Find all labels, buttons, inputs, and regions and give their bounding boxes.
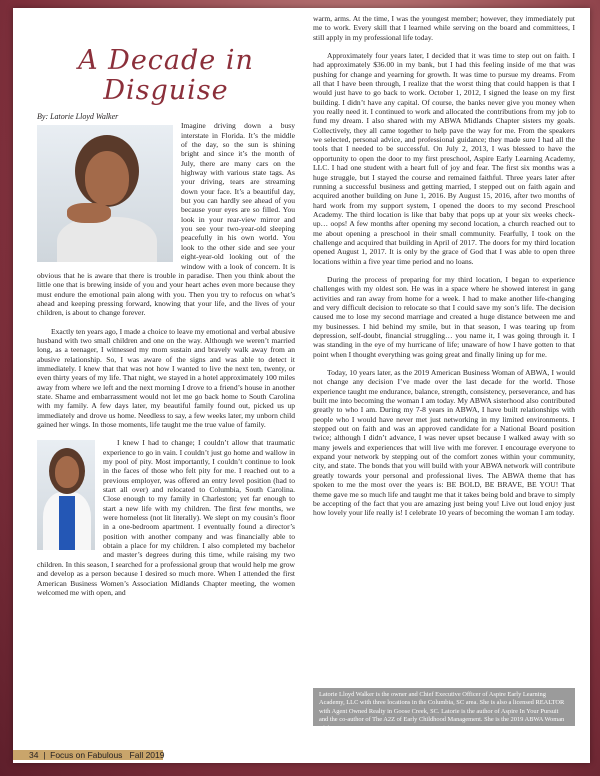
portrait-photo-bottom <box>37 440 95 550</box>
page-number: 34 <box>29 750 39 760</box>
face-shape <box>85 151 129 205</box>
paragraph-3: I knew I had to change; I couldn’t allow that traumatic experience to go in vain. I couldn’t just go home and wallow in my pool of pity. Most importantly, I couldn’t continue to look in the faces of those who felt pity for me. I reached out to a previous employer, was offered an entry level position (had to start all over) and relocated to Columbia, South Carolina. Close enough to my family in Charleston; yet far enough to start a new life with my children. The first few months, we were homeless (not lit literally). We slept on my cousin’s floor in a one-bedroom apartment. I eventually found a director’s position with another company and was financially able to obtain a place for my children. I also completed my bachelor and master’s degrees during this time, while raising my two children. In this season, I searched for a professional group that would help me grow and develop as a person because I desired so much more. When I attended the first American Business Women’s Association Midlands Chapter meeting, the women welcomed me with open, and <box>37 438 295 597</box>
page-footer <box>13 748 590 763</box>
paragraph-7: Today, 10 years later, as the 2019 American Business Woman of ABWA, I would not change any decision I’ve made over the last decade for the world. Those experience taught me endurance, balance, strength, consistency, perseverance, and has built me into becoming the woman I am today. My ABWA sisterhood also contributed greatly to who I am. During my 7-8 years in ABWA, I have built relationships with people who I would have never met just networking in my limited environments. I stepped out on faith and was an approved candidate for a National Board position twice; although I didn’t advance, I was never upset because I walked away with so many jewels and experiences that will live with me forever. I encourage everyone to expand your network by stepping out of the comfort zones within your community, city, and state. The bonds that you will build with your ABWA network will contribute greatly towards your personal and professional lives. The ABWA theme that has spoken to me the most over the years is: BE BOLD, BE BRAVE, BE YOU! That theme gave me so much life and taught me that it takes being bold and brave to simply be accepting of the fact that you are amazing just being you! Live out loud enjoy just how lovely your life really is! I celebrate 10 years of becoming the woman I am today. <box>313 368 575 518</box>
magazine-page <box>13 8 590 763</box>
footer-text: 34 | Focus on Fabulous Fall 2019 <box>29 750 165 760</box>
byline: By: Latorie Lloyd Walker <box>37 112 119 121</box>
right-column <box>313 14 575 527</box>
hand-shape <box>67 203 111 223</box>
paragraph-1: Imagine driving down a busy interstate in Florida. It’s the middle of the day, so the sun is shining bright and since it’s the month of July, there are many cars on the highway with various state tags. As your driving, tears are streaming down your face. It’s a beautiful day, but you can hardly see ahead of you because your eyes are so filled. You look in your rear-view mirror and you see your two-year-old sleeping peacefully in his own world. You look to the other side and see your eight-year-old looking out of the window with a look of concern. It is obvious that he is aware that there is trouble in paradise. Then you think about the little one that is brewing inside of you and your heart aches even more because they must endure the emotional pain along with you. Then you try to refocus on what’s ahead and keeping pressing forward, knowing that your life, and the lives of your children, is about to change forever. <box>37 121 295 318</box>
paragraph-4: warm, arms. At the time, I was the youngest member; however, they immediately put me to work. Every skill that I learned while serving on the board and committees, I still apply in my professional life today. <box>313 14 575 42</box>
blouse-shape <box>57 217 157 262</box>
issue-label: Fall 2019 <box>129 750 165 760</box>
magazine-name: Focus on Fabulous <box>50 750 123 760</box>
portrait-photo-top <box>37 125 173 262</box>
face-shape-2 <box>55 456 79 488</box>
article-title <box>37 46 295 106</box>
paragraph-6: During the process of preparing for my third location, I began to experience challenges with my oldest son. He was in a space where he showed interest in gang activities and ran away from home for a week. I had to make another life-changing and very difficult decision to relocate so that I could save my son’s life. The decision caused me to lose my second marriage and created a huge distance between me and my businesses. I hid behind my smile, but in that season, I was tearing up from depression, self-doubt, financial struggling… you name it, I was going through it. I was standing in the eye of my hurricane of life; unaware of how I have gotten to that point when I thought everything was going great and finally lining up for me. <box>313 274 575 359</box>
title-line-1: A Decade in <box>78 45 254 76</box>
paragraph-5: Approximately four years later, I decided that it was time to step out on faith. I had approximately $36.00 in my bank, but I had this feeling inside of me that was pushing for change and yearning for growth. It was time to pursue my dreams. From all that I have been through, I realize that the worst thing that could happen is that I would just have to go back to work. October 1, 2012, I signed the lease on my first building. I didn’t have any capital. Of course, the banks never give you money when you really need it. I continued to work and allocated the contributions from my job to fund my dream. I also shared with my ABWA Midlands Chapter sisters my goals. Collectively, they all came together to help pave the way for me. From the speakers we selected, personal advice, and professional guidance; they made sure I had all the tools that I needed to be successful. On July 2, 2013, I was blessed to have the opportunity to open the door to my first preschool, Aspire Early Learning Academy, LLC. I had one student with a heart full of joy and fear. The first six months was a huge struggle, but I stayed the course and remained faithful. Three years later after running a successful business and getting married, I stepped out on faith again and acquired another building on June 1, 2016. By August 15, 2016, after two months of hard work from my support system, I opened the doors to my second Preschool Academy. The third location is like that baby that pops up at your six weeks check-up… oops! A few months after opening my second location, a church reached out to me about opening a preschool in their small community. Fearfully, I took on the challenge and acquired that building in April of 2017. The doors for my third location opened August 1, 2017. It is only by the grace of God that I was able to open three locations within a five year time period and no loans. <box>313 51 575 266</box>
blue-top-shape <box>59 496 75 550</box>
paragraph-2: Exactly ten years ago, I made a choice to leave my emotional and verbal abusive husband with two small children and one on the way. Although we weren’t married long, as a teenager, I witnessed my mom sustain and bravely walk away from an abusive relationship. So, I was aware of the signs and was able to detect it immediately. I knew that that was not how I wanted to live the next ten, twenty, or even thirty years of my life. That night, we stayed in a hotel approximately 100 miles away from where we left and the next morning I drove to a friend’s house in another state. Shame and embarrassment would not let me go back home to South Carolina with my family. A few days later, my beautiful family found out, picked us up immediately and drove us home. Needless to say, a few weeks later, my unborn child gained her wings. In those moments, life taught me the true value of family. <box>37 326 295 429</box>
left-column <box>37 14 295 606</box>
title-line-2: Disguise <box>103 75 229 106</box>
author-bio-box: Latorie Lloyd Walker is the owner and Chief Executive Officer of Aspire Early Learning Academy, LLC with three locations in the Columbia, SC area. She is also a licensed REALTOR with Agent Owned Realty in Goose Creek, SC. Latorie is the author of Aspire In Your Pursuit and the co-author of The A2Z of Early Childhood Management. She is the 2019 ABWA Woman of the Year. <box>313 688 575 726</box>
